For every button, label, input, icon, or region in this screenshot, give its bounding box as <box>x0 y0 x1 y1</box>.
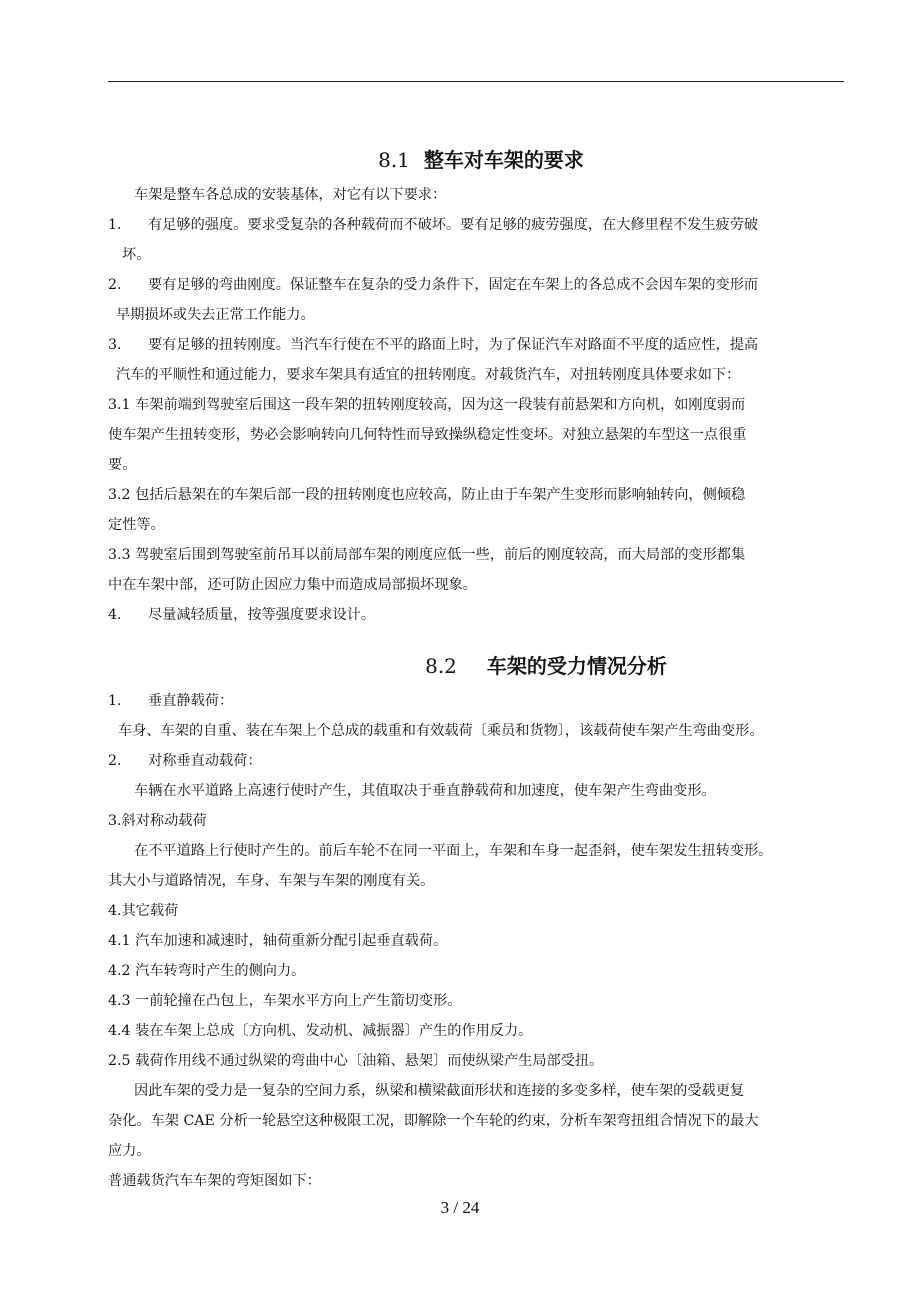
section-title: 整车对车架的要求 <box>423 148 584 172</box>
section-heading-8-2 <box>108 646 854 686</box>
list-item-3-3-cont: 中在车架中部，还可防止因应力集中而造成局部损坏现象。 <box>108 577 477 593</box>
conclusion-paragraph-cont: 应力。 <box>108 1143 151 1159</box>
list-item-3-3: 3.3 驾驶室后围到驾驶室前吊耳以前局部车架的刚度应低一些，前后的刚度较高，而大局部的变形都集 <box>108 547 746 563</box>
list-number: 1. <box>108 693 122 709</box>
list-item-4 <box>108 600 854 630</box>
section-number: 8.2 <box>425 654 457 678</box>
section-heading-8-1 <box>108 140 854 180</box>
list-item-1-cont: 坏。 <box>122 247 151 263</box>
list-text: 尽量减轻质量，按等强度要求设计。 <box>148 607 376 623</box>
list-text: 垂直静载荷： <box>148 693 234 709</box>
load-item-4: 4.其它载荷 <box>108 903 179 919</box>
load-item-4-2: 4.2 汽车转弯时产生的侧向力。 <box>108 963 306 979</box>
list-item-3-1-cont: 使车架产生扭转变形，势必会影响转向几何特性而导致操纵稳定性变坏。对独立悬架的车型这一点很重 <box>108 427 747 443</box>
list-item-2 <box>108 270 854 300</box>
page-content <box>108 140 854 1196</box>
load-item-2-text: 车辆在水平道路上高速行使时产生，其值取决于垂直静载荷和加速度，使车架产生弯曲变形。 <box>134 783 716 799</box>
list-number: 4. <box>108 607 122 623</box>
list-item-3-1-cont: 要。 <box>108 457 137 473</box>
conclusion-paragraph: 因此车架的受力是一复杂的空间力系，纵梁和横梁截面形状和连接的多变多样，使车架的受载更复 <box>134 1083 745 1099</box>
section-title: 车架的受力情况分析 <box>486 654 667 678</box>
paragraph-intro: 车架是整车各总成的安装基体，对它有以下要求： <box>134 187 447 203</box>
list-item-1 <box>108 210 854 240</box>
list-item-3 <box>108 330 854 360</box>
page-number: 3 / 24 <box>440 1198 480 1217</box>
list-item-3-2: 3.2 包括后悬架在的车架后部一段的扭转刚度也应较高，防止由于车架产生变形而影响轴转向，侧倾稳 <box>108 487 746 503</box>
load-item-2 <box>108 746 854 776</box>
list-item-3-1: 3.1 车架前端到驾驶室后围这一段车架的扭转刚度较高，因为这一段装有前悬架和方向机，如刚度弱而 <box>108 397 746 413</box>
list-text: 要有足够的弯曲刚度。保证整车在复杂的受力条件下，固定在车架上的各总成不会因车架的变形而 <box>148 277 759 293</box>
list-number: 1. <box>108 217 122 233</box>
load-item-3-text: 在不平道路上行使时产生的。前后车轮不在同一平面上，车架和车身一起歪斜，使车架发生扭转变形。 <box>134 843 773 859</box>
list-number: 3. <box>108 337 122 353</box>
list-text: 有足够的强度。要求受复杂的各种载荷而不破坏。要有足够的疲劳强度，在大修里程不发生疲劳破 <box>148 217 759 233</box>
load-item-4-4: 4.4 装在车架上总成〔方向机、发动机、减振器〕产生的作用反力。 <box>108 1023 533 1039</box>
list-item-3-cont: 汽车的平顺性和通过能力，要求车架具有适宜的扭转刚度。对载货汽车，对扭转刚度具体要求如下： <box>116 367 741 383</box>
list-number: 2. <box>108 277 122 293</box>
list-text: 对称垂直动载荷： <box>148 753 262 769</box>
load-item-2-5: 2.5 载荷作用线不通过纵梁的弯曲中心〔油箱、悬架〕而使纵梁产生局部受扭。 <box>108 1053 604 1069</box>
load-item-4-1: 4.1 汽车加速和减速时，轴荷重新分配引起垂直载荷。 <box>108 933 448 949</box>
load-item-1 <box>108 686 854 716</box>
load-item-4-3: 4.3 一前轮撞在凸包上，车架水平方向上产生箭切变形。 <box>108 993 462 1009</box>
load-item-3-text-cont: 其大小与道路情况，车身、车架与车架的刚度有关。 <box>108 873 435 889</box>
figure-intro: 普通载货汽车车架的弯矩图如下： <box>108 1173 321 1189</box>
list-item-3-2-cont: 定性等。 <box>108 517 165 533</box>
list-text: 要有足够的扭转刚度。当汽车行使在不平的路面上时，为了保证汽车对路面不平度的适应性，提高 <box>148 337 759 353</box>
header-rule <box>108 81 844 82</box>
load-item-1-text: 车身、车架的自重、装在车架上个总成的载重和有效载荷〔乘员和货物〕，该载荷使车架产生弯曲变形。 <box>118 723 764 739</box>
load-item-3: 3.斜对称动载荷 <box>108 813 207 829</box>
conclusion-paragraph-cont: 杂化。车架 CAE 分析一轮悬空这种极限工况，即解除一个车轮的约束，分析车架弯扭组合情况下的最大 <box>108 1113 759 1129</box>
list-item-2-cont: 早期损坏或失去正常工作能力。 <box>116 307 315 323</box>
section-number: 8.1 <box>378 148 410 172</box>
list-number: 2. <box>108 753 122 769</box>
